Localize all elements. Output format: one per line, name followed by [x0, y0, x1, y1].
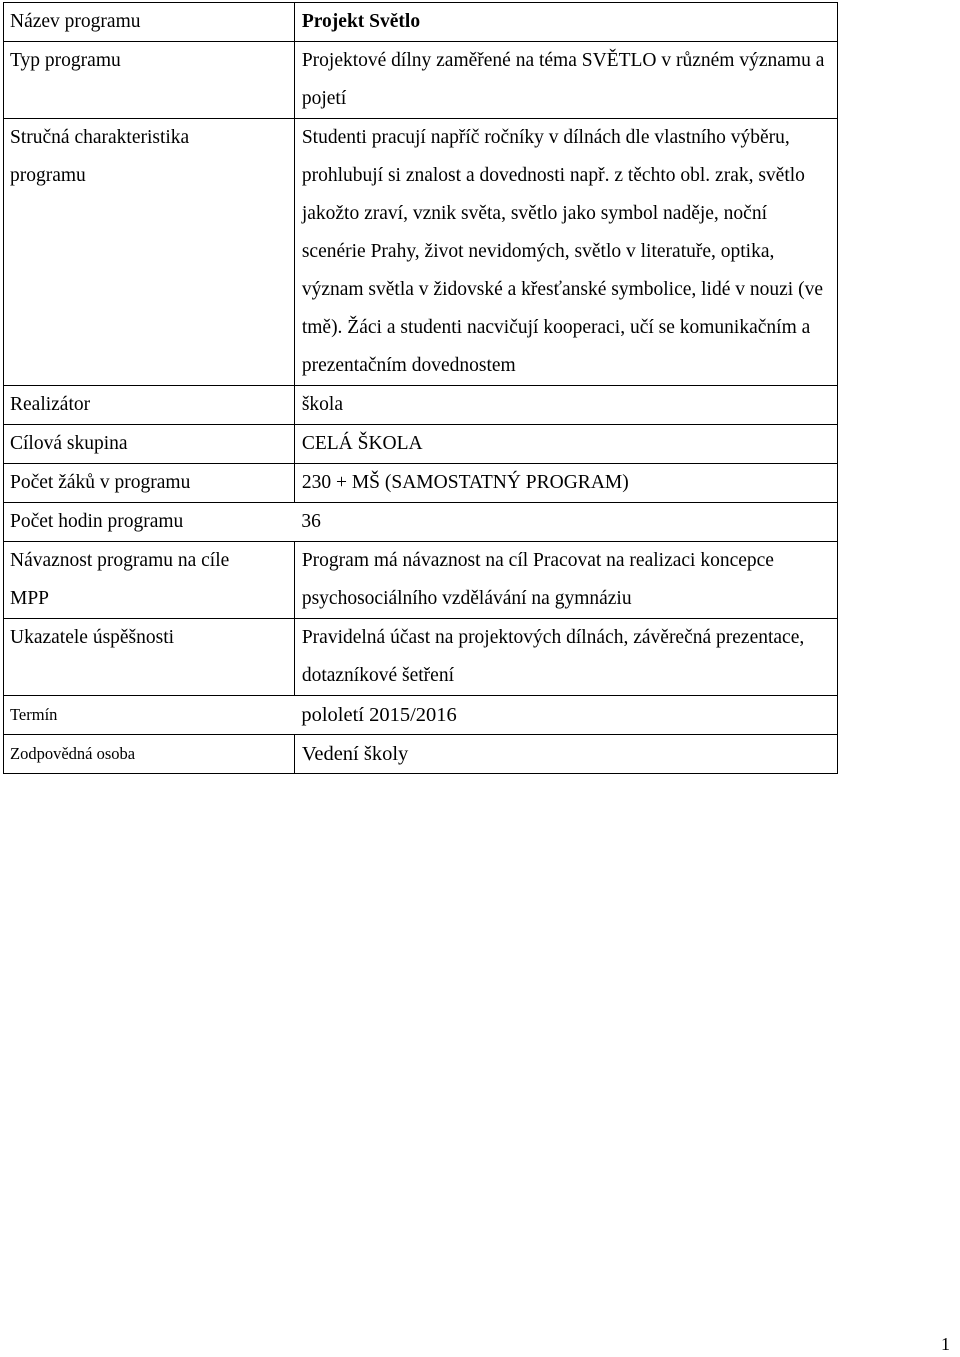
row-label-mpp-link: Návaznost programu na cíle MPP [4, 542, 295, 619]
table-row [4, 119, 838, 386]
table-row [4, 542, 838, 619]
table-row [4, 503, 838, 542]
row-label-program-type: Typ programu [4, 42, 295, 119]
row-value-target-group: CELÁ ŠKOLA [294, 425, 837, 464]
row-value-mpp-link: Program má návaznost na cíl Pracovat na realizaci koncepce psychosociálního vzdělávání na gymnáziu [294, 542, 837, 619]
row-label-term: Termín [4, 696, 295, 735]
row-label-hours: Počet hodin programu [4, 503, 295, 542]
table-row [4, 696, 838, 735]
page-number: 1 [941, 1334, 950, 1354]
table-row [4, 619, 838, 696]
row-label-student-count: Počet žáků v programu [4, 464, 295, 503]
table-row [4, 464, 838, 503]
row-label-responsible-person: Zodpovědná osoba [4, 735, 295, 774]
row-label-target-group: Cílová skupina [4, 425, 295, 464]
row-value-program-type: Projektové dílny zaměřené na téma SVĚTLO v různém významu a pojetí [294, 42, 837, 119]
program-info-table [3, 2, 838, 774]
row-value-term: pololetí 2015/2016 [294, 696, 837, 735]
row-value-student-count: 230 + MŠ (SAMOSTATNÝ PROGRAM) [294, 464, 837, 503]
table-row [4, 42, 838, 119]
row-value-characteristics: Studenti pracují napříč ročníky v dílnách dle vlastního výběru, prohlubují si znalost a dovednosti např. z těchto obl. zrak, světlo jakožto zraví, vznik světa, světlo jako symbol naděje, noční scenérie Prahy, život nevidomých, světlo v literatuře, optika, význam světla v židovské a křesťanské symbolice, lidé v nouzi (ve tmě). Žáci a studenti nacvičují kooperaci, učí se komunikačním a prezentačním dovednostem [294, 119, 837, 386]
table-row [4, 735, 838, 774]
row-value-hours: 36 [294, 503, 837, 542]
row-value-program-name: Projekt Světlo [294, 3, 837, 42]
row-value-implementer: škola [294, 386, 837, 425]
table-row [4, 386, 838, 425]
row-value-responsible-person: Vedení školy [294, 735, 837, 774]
row-value-success-indicators: Pravidelná účast na projektových dílnách, závěrečná prezentace, dotazníkové šetření [294, 619, 837, 696]
row-label-characteristics: Stručná charakteristika programu [4, 119, 295, 386]
row-label-success-indicators: Ukazatele úspěšnosti [4, 619, 295, 696]
table-row [4, 425, 838, 464]
table-row [4, 3, 838, 42]
row-label-program-name: Název programu [4, 3, 295, 42]
row-label-implementer: Realizátor [4, 386, 295, 425]
